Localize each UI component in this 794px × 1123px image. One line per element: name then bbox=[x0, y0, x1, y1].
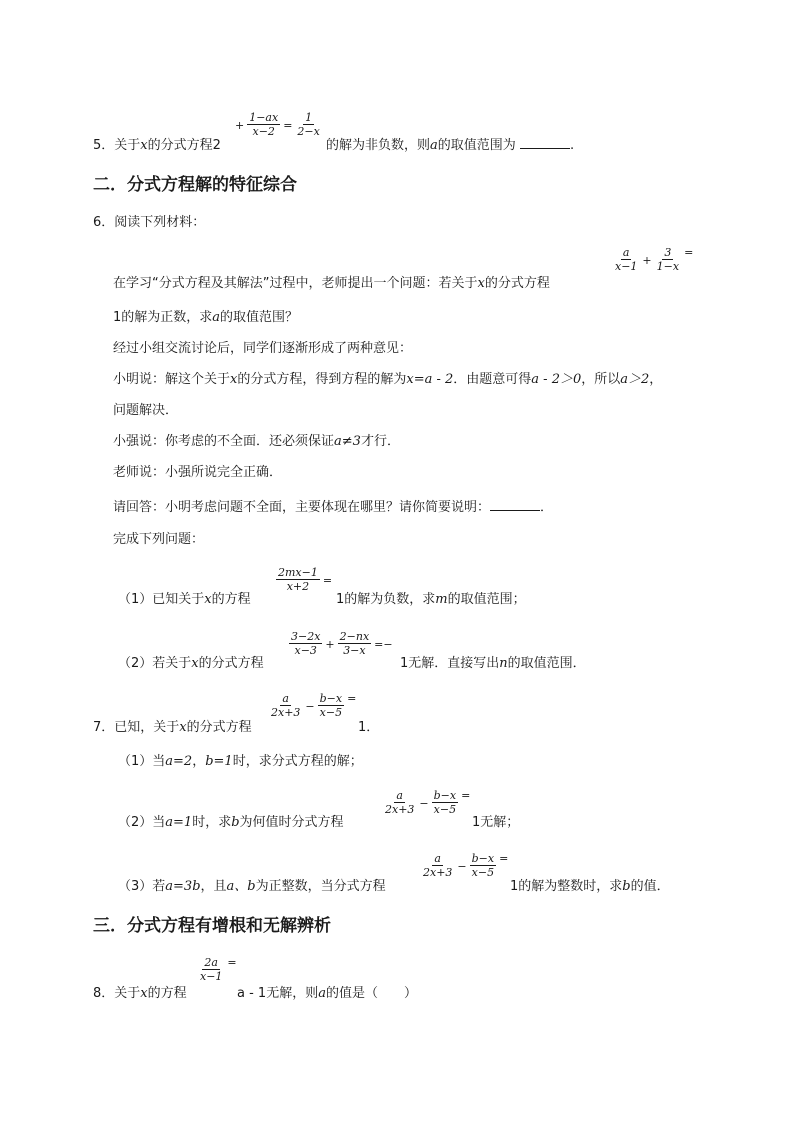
q8-post: a - 1无解，则a的值是（ ） bbox=[237, 986, 417, 1001]
q6-p9: 完成下列问题： bbox=[113, 532, 205, 547]
q5-text: 5．关于x的分式方程2 bbox=[93, 138, 221, 153]
q5-equation: + $\frac{1-ax}{x-2}$ = $\frac{1}{2-x}$ bbox=[235, 111, 320, 138]
q6-sub2-equation: 3−2x x−3 + $\frac{2-nx}{3-x}$ =− bbox=[291, 630, 393, 657]
q6-p4: 小明说：解这个关于x的分式方程，得到方程的解为x=a - 2．由题意可得a - 2＞0，所以a＞2， bbox=[113, 372, 663, 387]
q6-p2: 1的解为正数，求a的取值范围？ bbox=[113, 310, 299, 325]
q7-sub1: （1）当a=2，b=1时，求分式方程的解； bbox=[118, 754, 363, 769]
q5-text-after: 的解为非负数，则a的取值范围为 . bbox=[326, 138, 575, 153]
q7-post: 1． bbox=[358, 720, 380, 735]
q7-sub2-post: 1无解； bbox=[472, 815, 520, 830]
q6-p3: 经过小组交流讨论后，同学们逐渐形成了两种意见： bbox=[113, 341, 413, 356]
q7-equation: a 2x+3 − $\frac{b-x}{x-5}$ = bbox=[271, 692, 357, 719]
q6-p7: 老师说：小强所说完全正确． bbox=[113, 465, 283, 480]
q5-answer-blank[interactable] bbox=[520, 136, 570, 149]
q8-pre: 8．关于x的方程 bbox=[93, 986, 187, 1001]
q7-sub3-equation: a 2x+3 − $\frac{b-x}{x-5}$ = bbox=[423, 852, 509, 879]
q6-sub1-equation: $\frac{2mx-1}{x+2}$ = bbox=[278, 566, 333, 593]
q6-answer-blank[interactable] bbox=[490, 498, 540, 511]
q6-p8: 请回答：小明考虑问题不全面，主要体现在哪里？请你简要说明： ． bbox=[113, 500, 554, 515]
q6-equation: a x−1 + $\frac{3}{1-x}$ = bbox=[615, 246, 694, 273]
q8-equation: $\frac{2a}{x-1}$ = bbox=[200, 956, 237, 983]
q6-sub2-pre: （2）若关于x的分式方程 bbox=[118, 656, 264, 671]
q6-sub1-post: 1的解为负数，求m的取值范围； bbox=[336, 592, 526, 607]
q7-sub2-equation: a 2x+3 − $\frac{b-x}{x-5}$ = bbox=[385, 789, 471, 816]
q6-sub1-pre: （1）已知关于x的方程 bbox=[118, 592, 251, 607]
section-3-title: 三．分式方程有增根和无解辨析 bbox=[93, 916, 331, 936]
q7-sub3-post: 1的解为整数时，求b的值． bbox=[510, 879, 670, 894]
q6-label: 6．阅读下列材料： bbox=[93, 215, 206, 230]
q6-p5: 问题解决． bbox=[113, 403, 179, 418]
q6-p6: 小强说：你考虑的不全面．还必须保证a≠3才行． bbox=[113, 434, 400, 449]
section-2-title: 二．分式方程解的特征综合 bbox=[93, 175, 297, 195]
q6-sub2-post: 1无解．直接写出n的取值范围． bbox=[400, 656, 586, 671]
q6-p1: 在学习“分式方程及其解法”过程中，老师提出一个问题：若关于x的分式方程 bbox=[113, 276, 550, 291]
q7-sub2-pre: （2）当a=1时，求b为何值时分式方程 bbox=[118, 815, 344, 830]
q7-sub3-pre: （3）若a=3b，且a、b为正整数，当分式方程 bbox=[118, 879, 386, 894]
q7-pre: 7．已知，关于x的分式方程 bbox=[93, 720, 252, 735]
